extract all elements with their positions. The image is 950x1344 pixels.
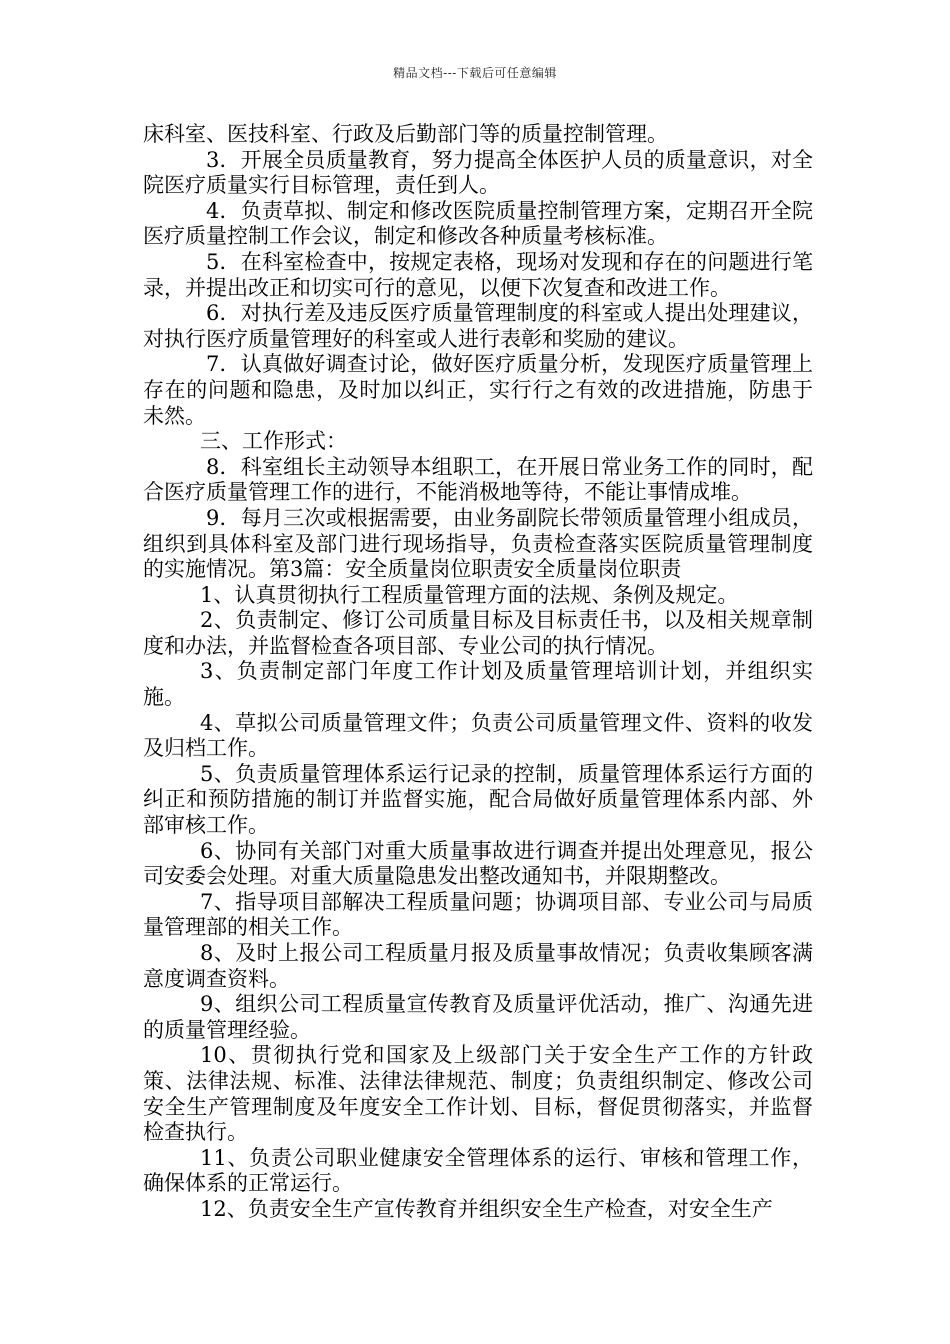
paragraph: 4、草拟公司质量管理文件；负责公司质量管理文件、资料的收发及归档工作。 — [143, 710, 813, 761]
paragraph: 2、负责制定、修订公司质量目标及目标责任书，以及相关规章制度和办法，并监督检查各项目部、专业公司的执行情况。 — [143, 608, 813, 658]
paragraph: 9、组织公司工程质量宣传教育及质量评优活动，推广、沟通先进的质量管理经验。 — [143, 992, 813, 1042]
paragraph: 6、协同有关部门对重大质量事故进行调查并提出处理意见，报公司安委会处理。对重大质量隐患发出整改通知书，并限期整改。 — [143, 838, 813, 889]
paragraph: 8．科室组长主动领导本组职工，在开展日常业务工作的同时，配合医疗质量管理工作的进行，不能消极地等待，不能让事情成堆。 — [143, 454, 813, 505]
paragraph: 11、负责公司职业健康安全管理体系的运行、审核和管理工作，确保体系的正常运行。 — [143, 1145, 813, 1196]
paragraph: 9．每月三次或根据需要，由业务副院长带领质量管理小组成员，组织到具体科室及部门进行现场指导，负责检查落实医院质量管理制度的实施情况。第3篇：安全质量岗位职责安全质量岗位职责 — [143, 505, 813, 582]
paragraph: 12、负责安全生产宣传教育并组织安全生产检查，对安全生产 — [200, 1196, 773, 1221]
page-header: 精品文档---下载后可任意编辑 — [393, 66, 557, 80]
paragraph: 4．负责草拟、制定和修改医院质量控制管理方案，定期召开全院医疗质量控制工作会议，制定和修改各种质量考核标准。 — [143, 198, 813, 249]
paragraph: 7．认真做好调查讨论，做好医疗质量分析，发现医疗质量管理上存在的问题和隐患，及时加以纠正，实行行之有效的改进措施，防患于未然。 — [143, 352, 813, 428]
paragraph: 5．在科室检查中，按规定表格，现场对发现和存在的问题进行笔录，并提出改正和切实可行的意见，以便下次复查和改进工作。 — [143, 249, 813, 300]
document-body — [143, 122, 813, 1223]
paragraph: 5、负责质量管理体系运行记录的控制，质量管理体系运行方面的纠正和预防措施的制订并监督实施，配合局做好质量管理体系内部、外部审核工作。 — [143, 761, 813, 838]
paragraph: 1、认真贯彻执行工程质量管理方面的法规、条例及规定。 — [200, 582, 739, 607]
paragraph: 8、及时上报公司工程质量月报及质量事故情况；负责收集顾客满意度调查资料。 — [143, 941, 813, 991]
paragraph: 10、贯彻执行党和国家及上级部门关于安全生产工作的方针政策、法律法规、标准、法律法律规范、制度；负责组织制定、修改公司安全生产管理制度及年度安全工作计划、目标，督促贯彻落实，并监督检查执行。 — [143, 1043, 813, 1145]
paragraph: 3．开展全员质量教育，努力提高全体医护人员的质量意识，对全院医疗质量实行目标管理，责任到人。 — [143, 147, 813, 198]
paragraph: 6．对执行差及违反医疗质量管理制度的科室或人提出处理建议，对执行医疗质量管理好的科室或人进行表彰和奖励的建议。 — [143, 301, 813, 351]
paragraph: 7、指导项目部解决工程质量问题；协调项目部、专业公司与局质量管理部的相关工作。 — [143, 889, 813, 940]
section-heading: 三、工作形式： — [200, 429, 347, 454]
paragraph: 床科室、医技科室、行政及后勤部门等的质量控制管理。 — [143, 122, 668, 146]
paragraph: 3、负责制定部门年度工作计划及质量管理培训计划，并组织实施。 — [143, 659, 813, 710]
